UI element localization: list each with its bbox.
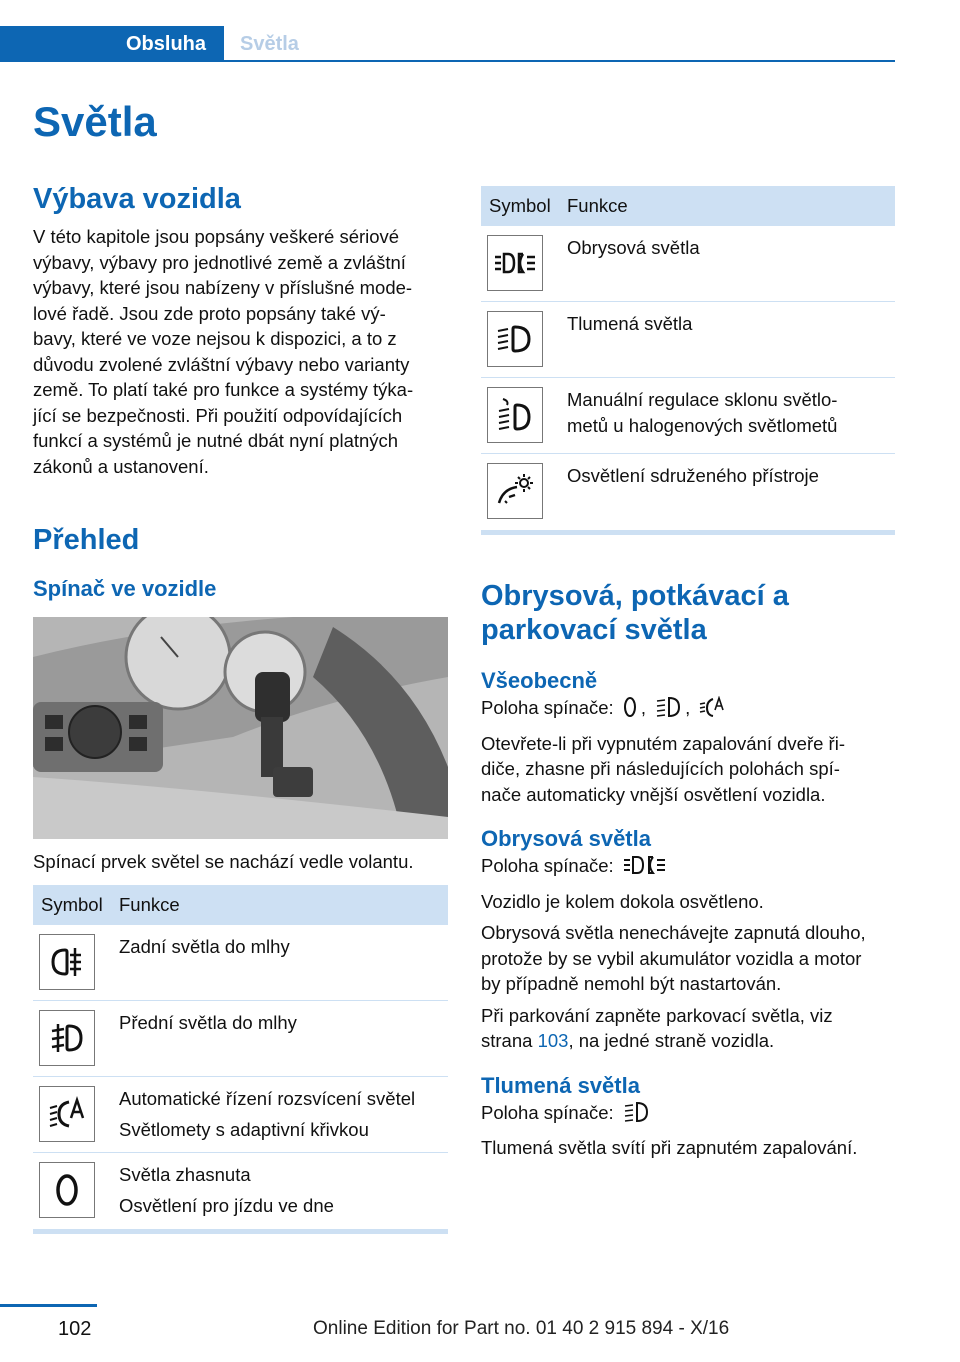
column-header-symbol: Symbol	[41, 893, 103, 915]
table-row	[33, 925, 448, 1001]
function-text: metů u halogenových světlometů	[567, 414, 838, 436]
function-text: Přední světla do mlhy	[119, 1011, 297, 1033]
table-row	[481, 454, 895, 530]
right-column	[481, 186, 895, 1161]
symbol-table-right	[481, 186, 895, 535]
headlight-range-control-icon	[487, 387, 543, 443]
function-text: Světla zhasnuta	[119, 1163, 251, 1185]
function-text: Automatické řízení rozsvícení světel	[119, 1087, 416, 1109]
low-beam-icon	[487, 311, 543, 367]
page-reference-link[interactable]: 103	[537, 1030, 569, 1051]
function-text: Manuální regulace sklonu světlo‐	[567, 389, 838, 410]
switch-caption: Spínací prvek světel se nachází vedle volantu.	[33, 851, 414, 872]
low-beam-switch-position: Poloha spínače:	[481, 1100, 895, 1130]
parking-lights-p1: Vozidlo je kolem dokola osvětleno.	[481, 890, 764, 912]
page-number: 102	[58, 1318, 92, 1340]
chapter-tab-bar	[0, 26, 895, 62]
automatic-headlight-icon	[39, 1086, 95, 1142]
table-row	[33, 1001, 448, 1077]
low-beam-heading: Tlumená světla	[481, 1072, 640, 1098]
function-text: Tlumená světla	[567, 313, 693, 334]
low-beam-icon	[623, 1101, 649, 1130]
left-column	[33, 182, 448, 1234]
function-text: Obrysová světla	[567, 237, 700, 258]
low-beam-p1: Tlumená světla svítí při zapnutém zapalování.	[481, 1137, 858, 1158]
table-header	[481, 186, 895, 226]
symbol-table-left	[33, 885, 448, 1234]
overview-heading: Přehled	[33, 524, 140, 556]
column-header-function: Funkce	[119, 893, 180, 915]
parking-lights-switch-position: Poloha spínače:	[481, 853, 895, 883]
parking-lights-heading: Obrysová světla	[481, 826, 651, 851]
parking-section-heading: Obrysová, potkávací a parkovací světla	[481, 580, 789, 646]
table-row	[481, 378, 895, 454]
function-text: Světlomety s adaptivní křivkou	[119, 1119, 369, 1140]
rear-fog-light-icon	[39, 934, 95, 990]
instrument-lighting-icon	[487, 463, 543, 519]
footer-rule	[0, 1304, 97, 1307]
table-row	[481, 226, 895, 302]
lights-off-icon	[623, 696, 637, 725]
table-row	[33, 1077, 448, 1153]
lights-off-icon	[39, 1162, 95, 1218]
parking-light-icon	[623, 854, 667, 883]
column-header-function: Funkce	[567, 195, 628, 216]
general-switch-positions: Poloha spínače: , ,	[481, 695, 895, 725]
column-header-symbol: Symbol	[489, 195, 551, 216]
parking-lights-p2: Obrysová světla nenechávejte zapnutá dlouho, protože by se vybil akumulátor vozidla a motor by případně nemohl být nastartován.	[481, 922, 866, 994]
general-body: Otevřete-li při vypnutém zapalování dveře ři‐ diče, zhasne při následujících polohách spí‐ nače automaticky vnější osvětlení vozidla.	[481, 732, 845, 805]
function-text: Osvětlení pro jízdu ve dne	[119, 1195, 334, 1216]
low-beam-icon	[655, 696, 681, 725]
tab-svetla[interactable]: Světla	[240, 33, 299, 55]
table-row	[33, 1153, 448, 1229]
edition-footer: Online Edition for Part no. 01 40 2 915 894 - X/16	[313, 1318, 730, 1339]
parking-light-icon	[487, 235, 543, 291]
function-text: Osvětlení sdruženého přístroje	[567, 465, 819, 486]
page-title: Světla	[33, 98, 157, 145]
table-header	[33, 885, 448, 925]
table-row	[481, 302, 895, 378]
light-switch-photo	[33, 617, 448, 839]
tab-obsluha[interactable]: Obsluha	[0, 26, 224, 62]
automatic-headlight-icon	[699, 696, 725, 725]
equipment-body: V této kapitole jsou popsány veškeré sériové výbavy, výbavy pro jednotlivé země a zvláštní výbavy, které jsou nabízeny v příslušné mode‐ lové řadě. Jsou zde proto popsány také vý‐ bavy, které ve voze nejsou k dispozici, a to z důvodu zvolené zvláštní výbavy nebo varianty země. To platí také pro funkce a systémy týka‐ jící se bezpečnosti. Při použití odpovídajících funkcí a systémů je nutné dbát nyní platných zákonů a ustanovení.	[33, 226, 414, 477]
parking-lights-p3: Při parkování zapněte parkovací světla, viz strana 103, na jedné straně vozidla.	[481, 1004, 833, 1051]
general-heading: Všeobecně	[481, 668, 598, 693]
front-fog-light-icon	[39, 1010, 95, 1066]
function-text: Zadní světla do mlhy	[119, 935, 290, 957]
equipment-heading: Výbava vozidla	[33, 183, 241, 215]
overview-subheading: Spínač ve vozidle	[33, 576, 217, 601]
